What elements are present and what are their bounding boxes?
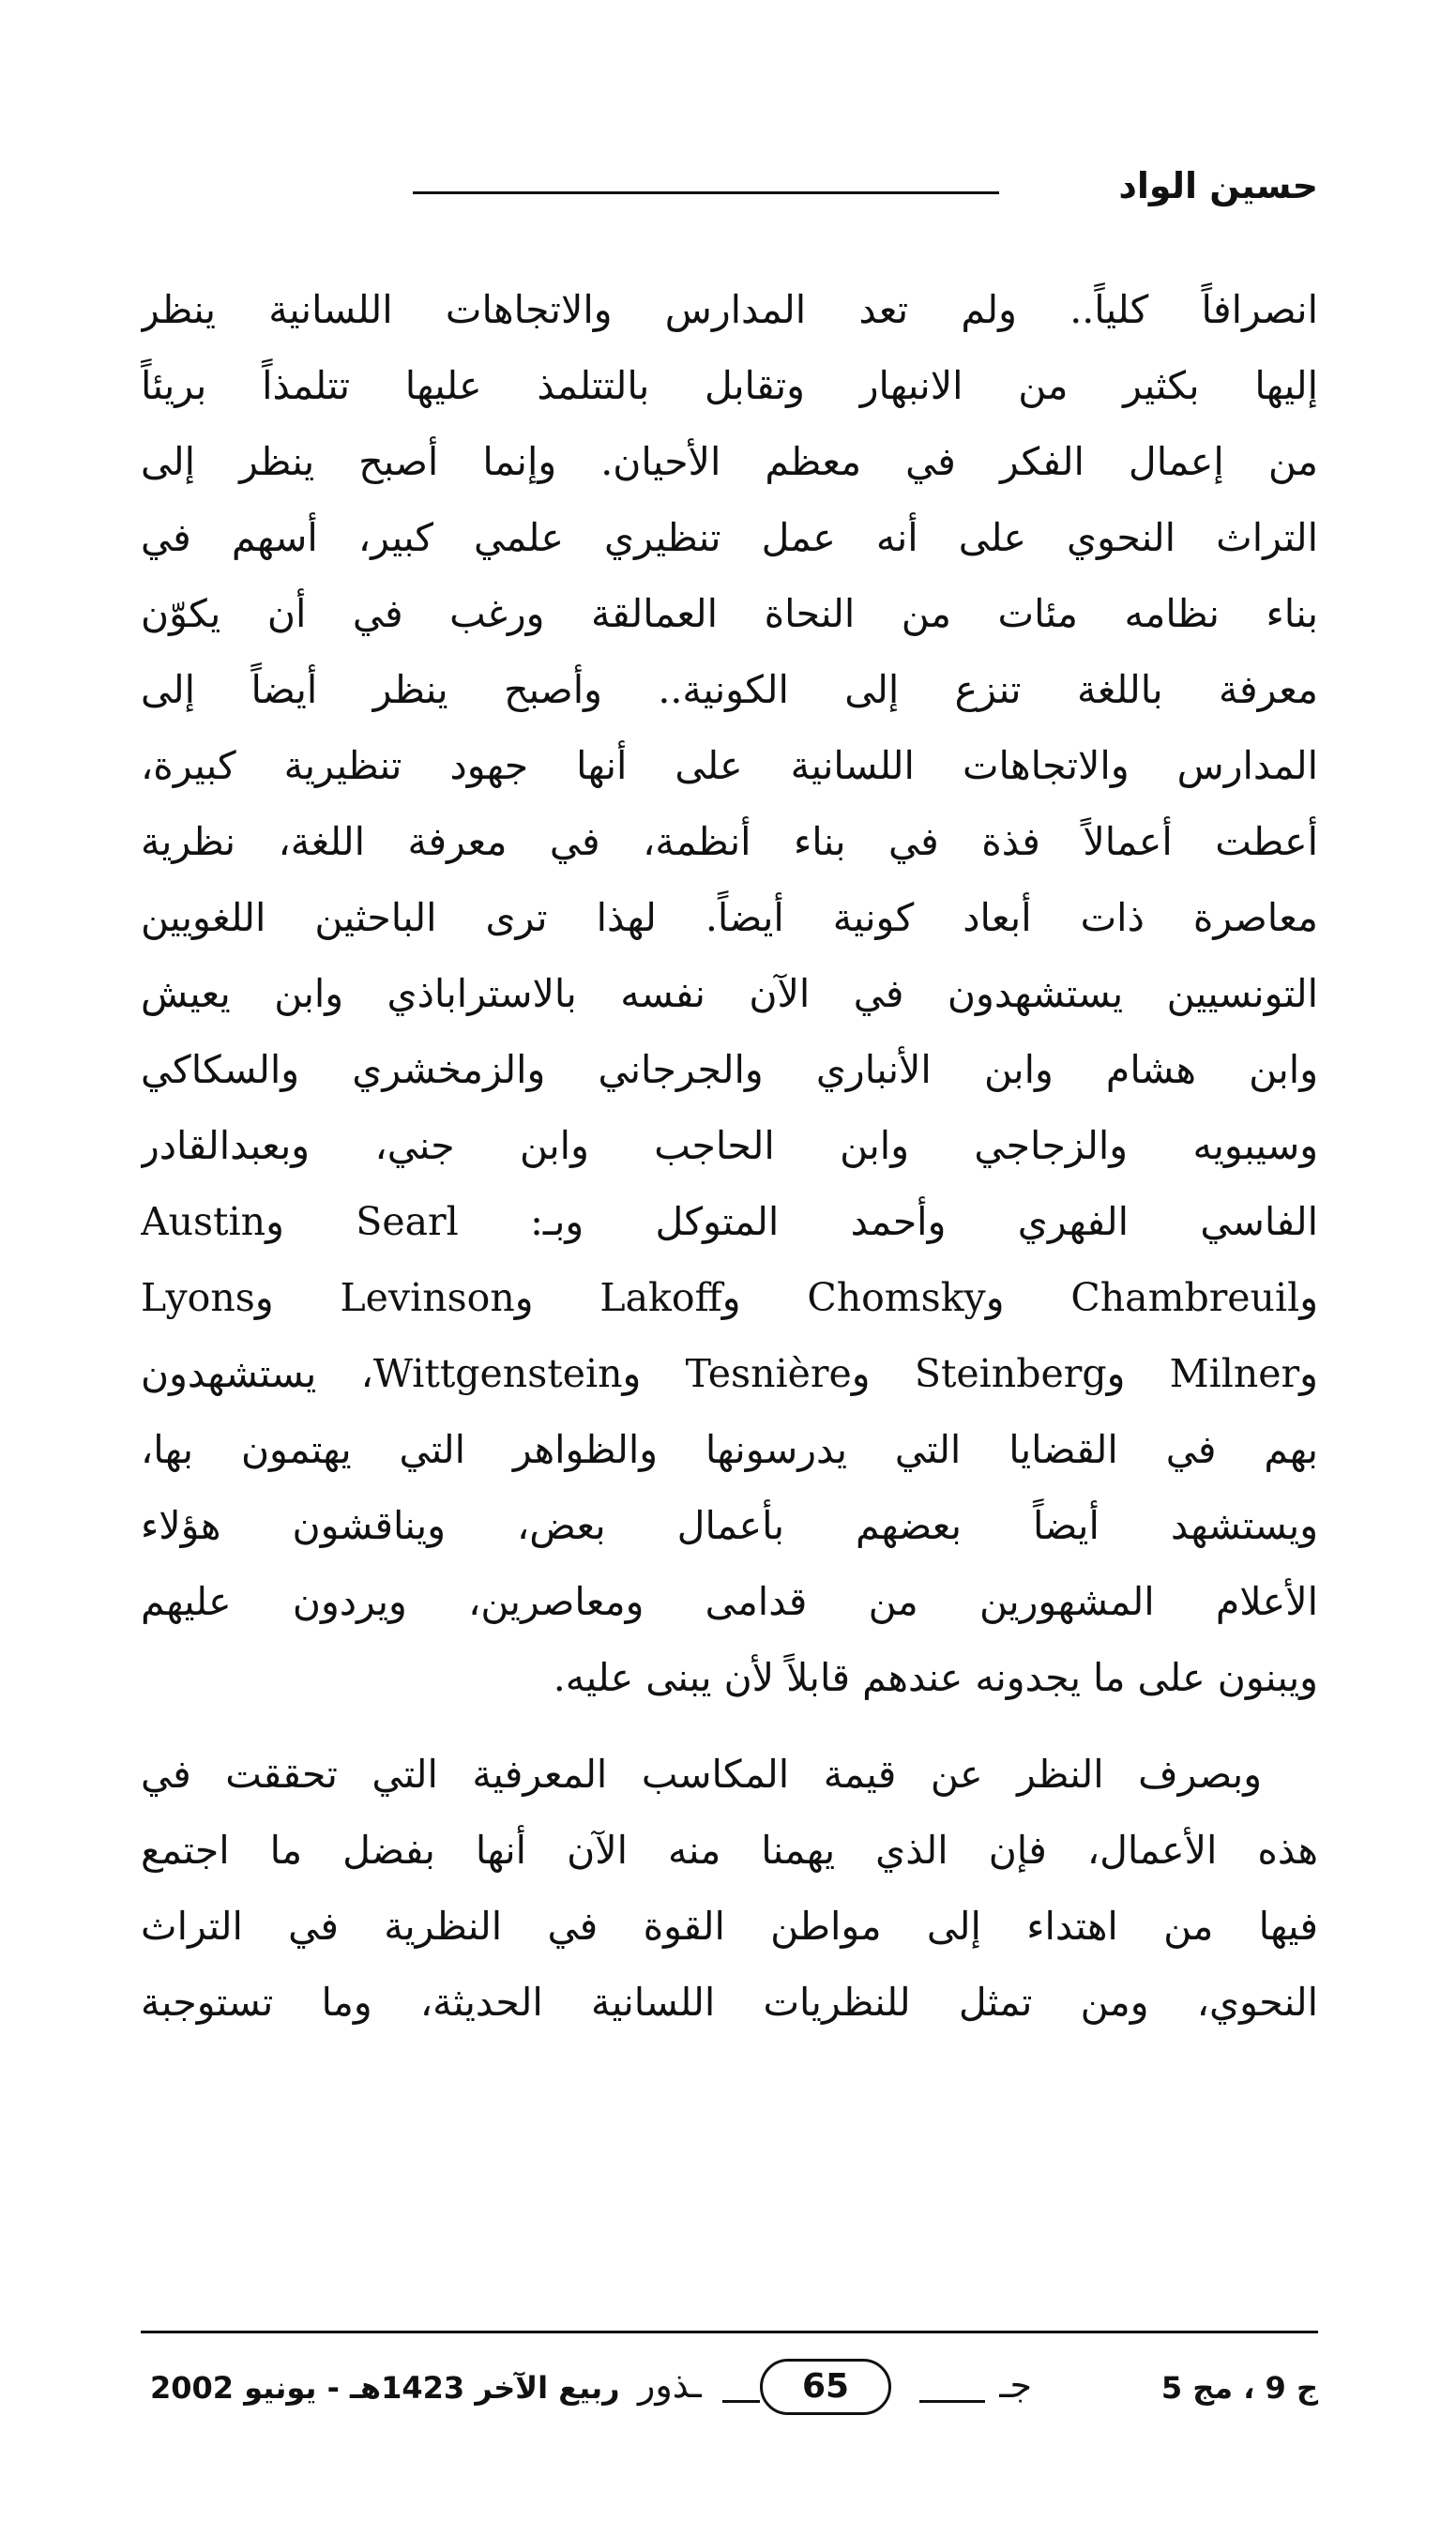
text-line: من إعمال الفكر في معظم الأحيان. وإنما أصبح ينظر إلى (141, 439, 1318, 484)
text-line: معاصرة ذات أبعاد كونية أيضاً. لهذا ترى الباحثين اللغويين (141, 895, 1318, 940)
text-line: التونسيين يستشهدون في الآن نفسه بالاستراباذي وابن يعيش (141, 971, 1318, 1016)
text-line: ويبنون على ما يجدونه عندهم قابلاً لأن يبنى عليه. (553, 1655, 1318, 1700)
text-line: وMilner وSteinberg وTesnière وWittgenstein، يستشهدون (141, 1351, 1318, 1396)
text-line: الأعلام المشهورين من قدامى ومعاصرين، ويردون عليهم (141, 1579, 1318, 1624)
header-rule (413, 191, 999, 194)
page-number: 65 (760, 2359, 891, 2415)
text-line: بناء نظامه مئات من النحاة العمالقة ورغب في أن يكوّن (141, 591, 1318, 636)
text-line: الفاسي الفهري وأحمد المتوكل وبـ: Searl وAustin (141, 1199, 1318, 1244)
running-footer (141, 2331, 1318, 2424)
text-line: معرفة باللغة تنزع إلى الكونية.. وأصبح ينظر أيضاً إلى (141, 667, 1318, 712)
paragraph-gap (141, 1716, 1318, 1737)
text-line: وبصرف النظر عن قيمة المكاسب المعرفية التي تحققت في (141, 1752, 1262, 1797)
text-line: أعطت أعمالاً فذة في بناء أنظمة، في معرفة اللغة، نظرية (141, 819, 1318, 864)
running-header (141, 150, 1318, 235)
text-line: النحوي، ومن تمثل للنظريات اللسانية الحديثة، وما تستوجبة (141, 1980, 1318, 2025)
text-line: وسيبويه والزجاجي وابن الحاجب وابن جني، وبعبدالقادر (141, 1123, 1318, 1168)
text-line: وابن هشام وابن الأنباري والجرجاني والزمخشري والسكاكي (141, 1047, 1318, 1092)
journal-stroke (919, 2400, 985, 2403)
footer-issue: ج 9 ، مج 5 (1160, 2370, 1318, 2406)
text-line: إليها بكثير من الانبهار وتقابل بالتتلمذ عليها تتلمذاً بريئاً (141, 363, 1318, 408)
text-line: بهم في القضايا التي يدرسونها والظواهر التي يهتمون بها، (141, 1427, 1318, 1472)
journal-stroke (722, 2400, 760, 2403)
journal-name-start: جـ (999, 2364, 1032, 2406)
text-line: المدارس والاتجاهات اللسانية على أنها جهود تنظيرية كبيرة، (141, 743, 1318, 788)
text-line: هذه الأعمال، فإن الذي يهمنا منه الآن أنها بفضل ما اجتمع (141, 1828, 1318, 1873)
journal-logo (638, 2359, 1032, 2415)
text-line: التراث النحوي على أنه عمل تنظيري علمي كبير، أسهم في (141, 515, 1318, 560)
footer-rule (141, 2331, 1318, 2333)
body-text (141, 272, 1318, 2041)
text-line: ويستشهد أيضاً بعضهم بأعمال بعض، ويناقشون هؤلاء (141, 1503, 1318, 1548)
journal-name-end: ـذور (638, 2364, 702, 2406)
header-author: حسين الواد (1118, 165, 1318, 206)
footer-date: ربيع الآخر 1423هـ - يونيو 2002 (150, 2370, 620, 2406)
text-line: انصرافاً كلياً.. ولم تعد المدارس والاتجاهات اللسانية ينظر (141, 287, 1318, 332)
text-line: وChambreuil وChomsky وLakoff وLevinson وLyons (141, 1275, 1318, 1320)
text-line: فيها من اهتداء إلى مواطن القوة في النظرية في التراث (141, 1904, 1318, 1949)
